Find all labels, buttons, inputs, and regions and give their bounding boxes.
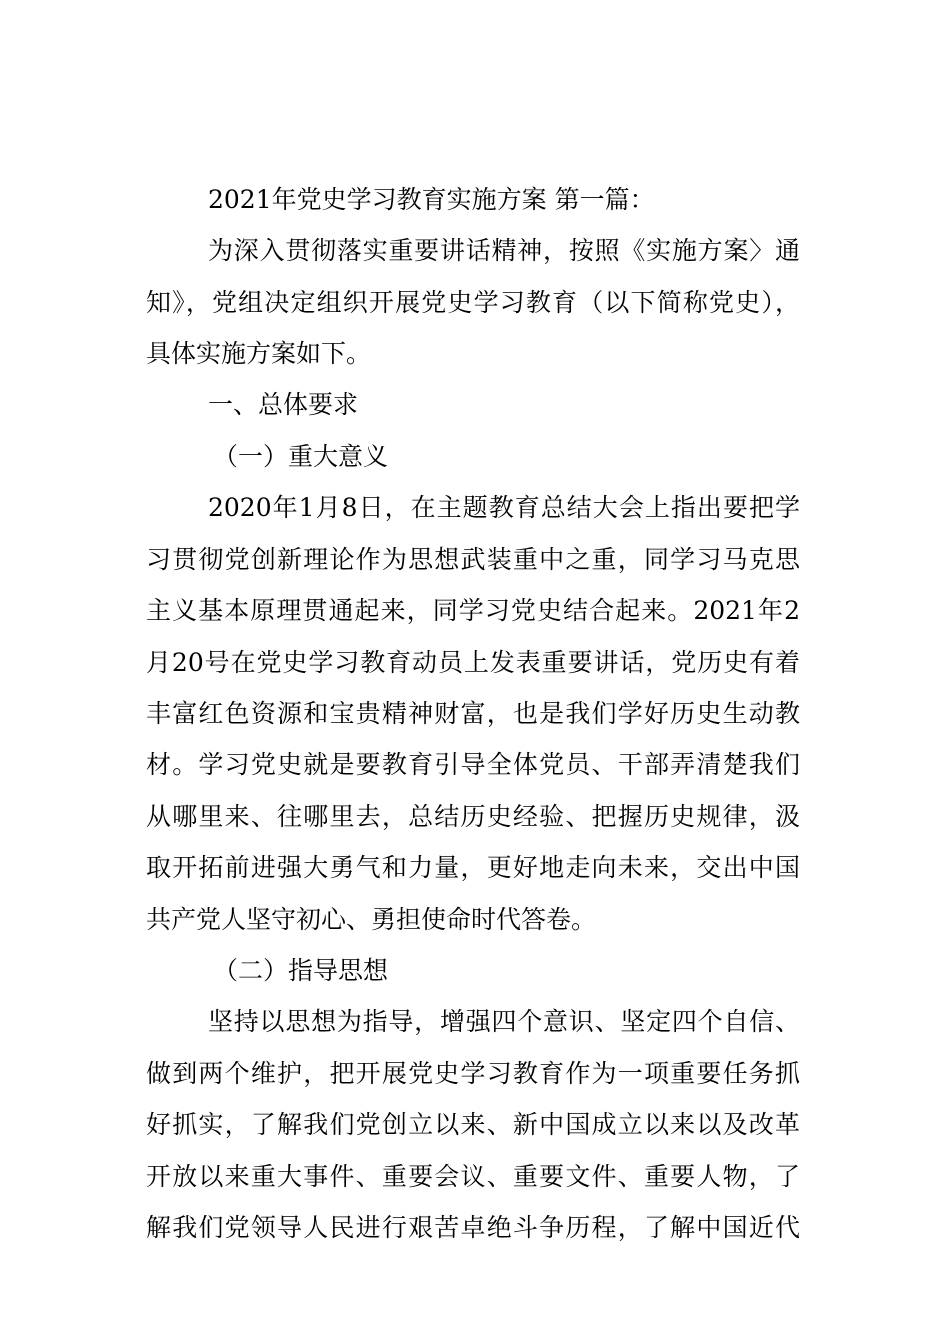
paragraph-line: 材。学习党史就是要教育引导全体党员、干部弄清楚我们	[146, 750, 800, 779]
paragraph-line: 好抓实，了解我们党创立以来、新中国成立以来以及改革	[146, 1110, 800, 1139]
paragraph-line: 解我们党领导人民进行艰苦卓绝斗争历程，了解中国近代	[146, 1213, 800, 1242]
paragraph-line: 为深入贯彻落实重要讲话精神，按照《实施方案〉通	[208, 236, 800, 265]
paragraph-line: 主义基本原理贯通起来，同学习党史结合起来。2021年2	[146, 596, 800, 625]
paragraph-line: 从哪里来、往哪里去，总结历史经验、把握历史规律，汲	[146, 802, 800, 831]
paragraph-line: 共产党人坚守初心、勇担使命时代答卷。	[146, 905, 597, 934]
document-title: 2021年党史学习教育实施方案 第一篇：	[208, 185, 655, 214]
paragraph-line: 月20号在党史学习教育动员上发表重要讲话，党历史有着	[146, 648, 800, 677]
paragraph-line: 坚持以思想为指导，增强四个意识、坚定四个自信、	[208, 1007, 800, 1036]
subsection-heading: （二）指导思想	[213, 956, 389, 985]
paragraph-line: 丰富红色资源和宝贵精神财富，也是我们学好历史生动教	[146, 699, 800, 728]
section-heading: 一、总体要求	[208, 390, 359, 419]
paragraph-line: 开放以来重大事件、重要会议、重要文件、重要人物，了	[146, 1162, 800, 1191]
paragraph-line: 知》，党组决定组织开展党史学习教育（以下简称党史），	[146, 288, 800, 317]
paragraph-line: 习贯彻党创新理论作为思想武装重中之重，同学习马克思	[146, 545, 800, 574]
paragraph-line: 做到两个维护，把开展党史学习教育作为一项重要任务抓	[146, 1059, 800, 1088]
paragraph-line: 2020年1月8日，在主题教育总结大会上指出要把学	[208, 493, 800, 522]
subsection-heading: （一）重大意义	[213, 442, 389, 471]
paragraph-line: 取开拓前进强大勇气和力量，更好地走向未来，交出中国	[146, 853, 800, 882]
paragraph-line: 具体实施方案如下。	[146, 339, 372, 368]
